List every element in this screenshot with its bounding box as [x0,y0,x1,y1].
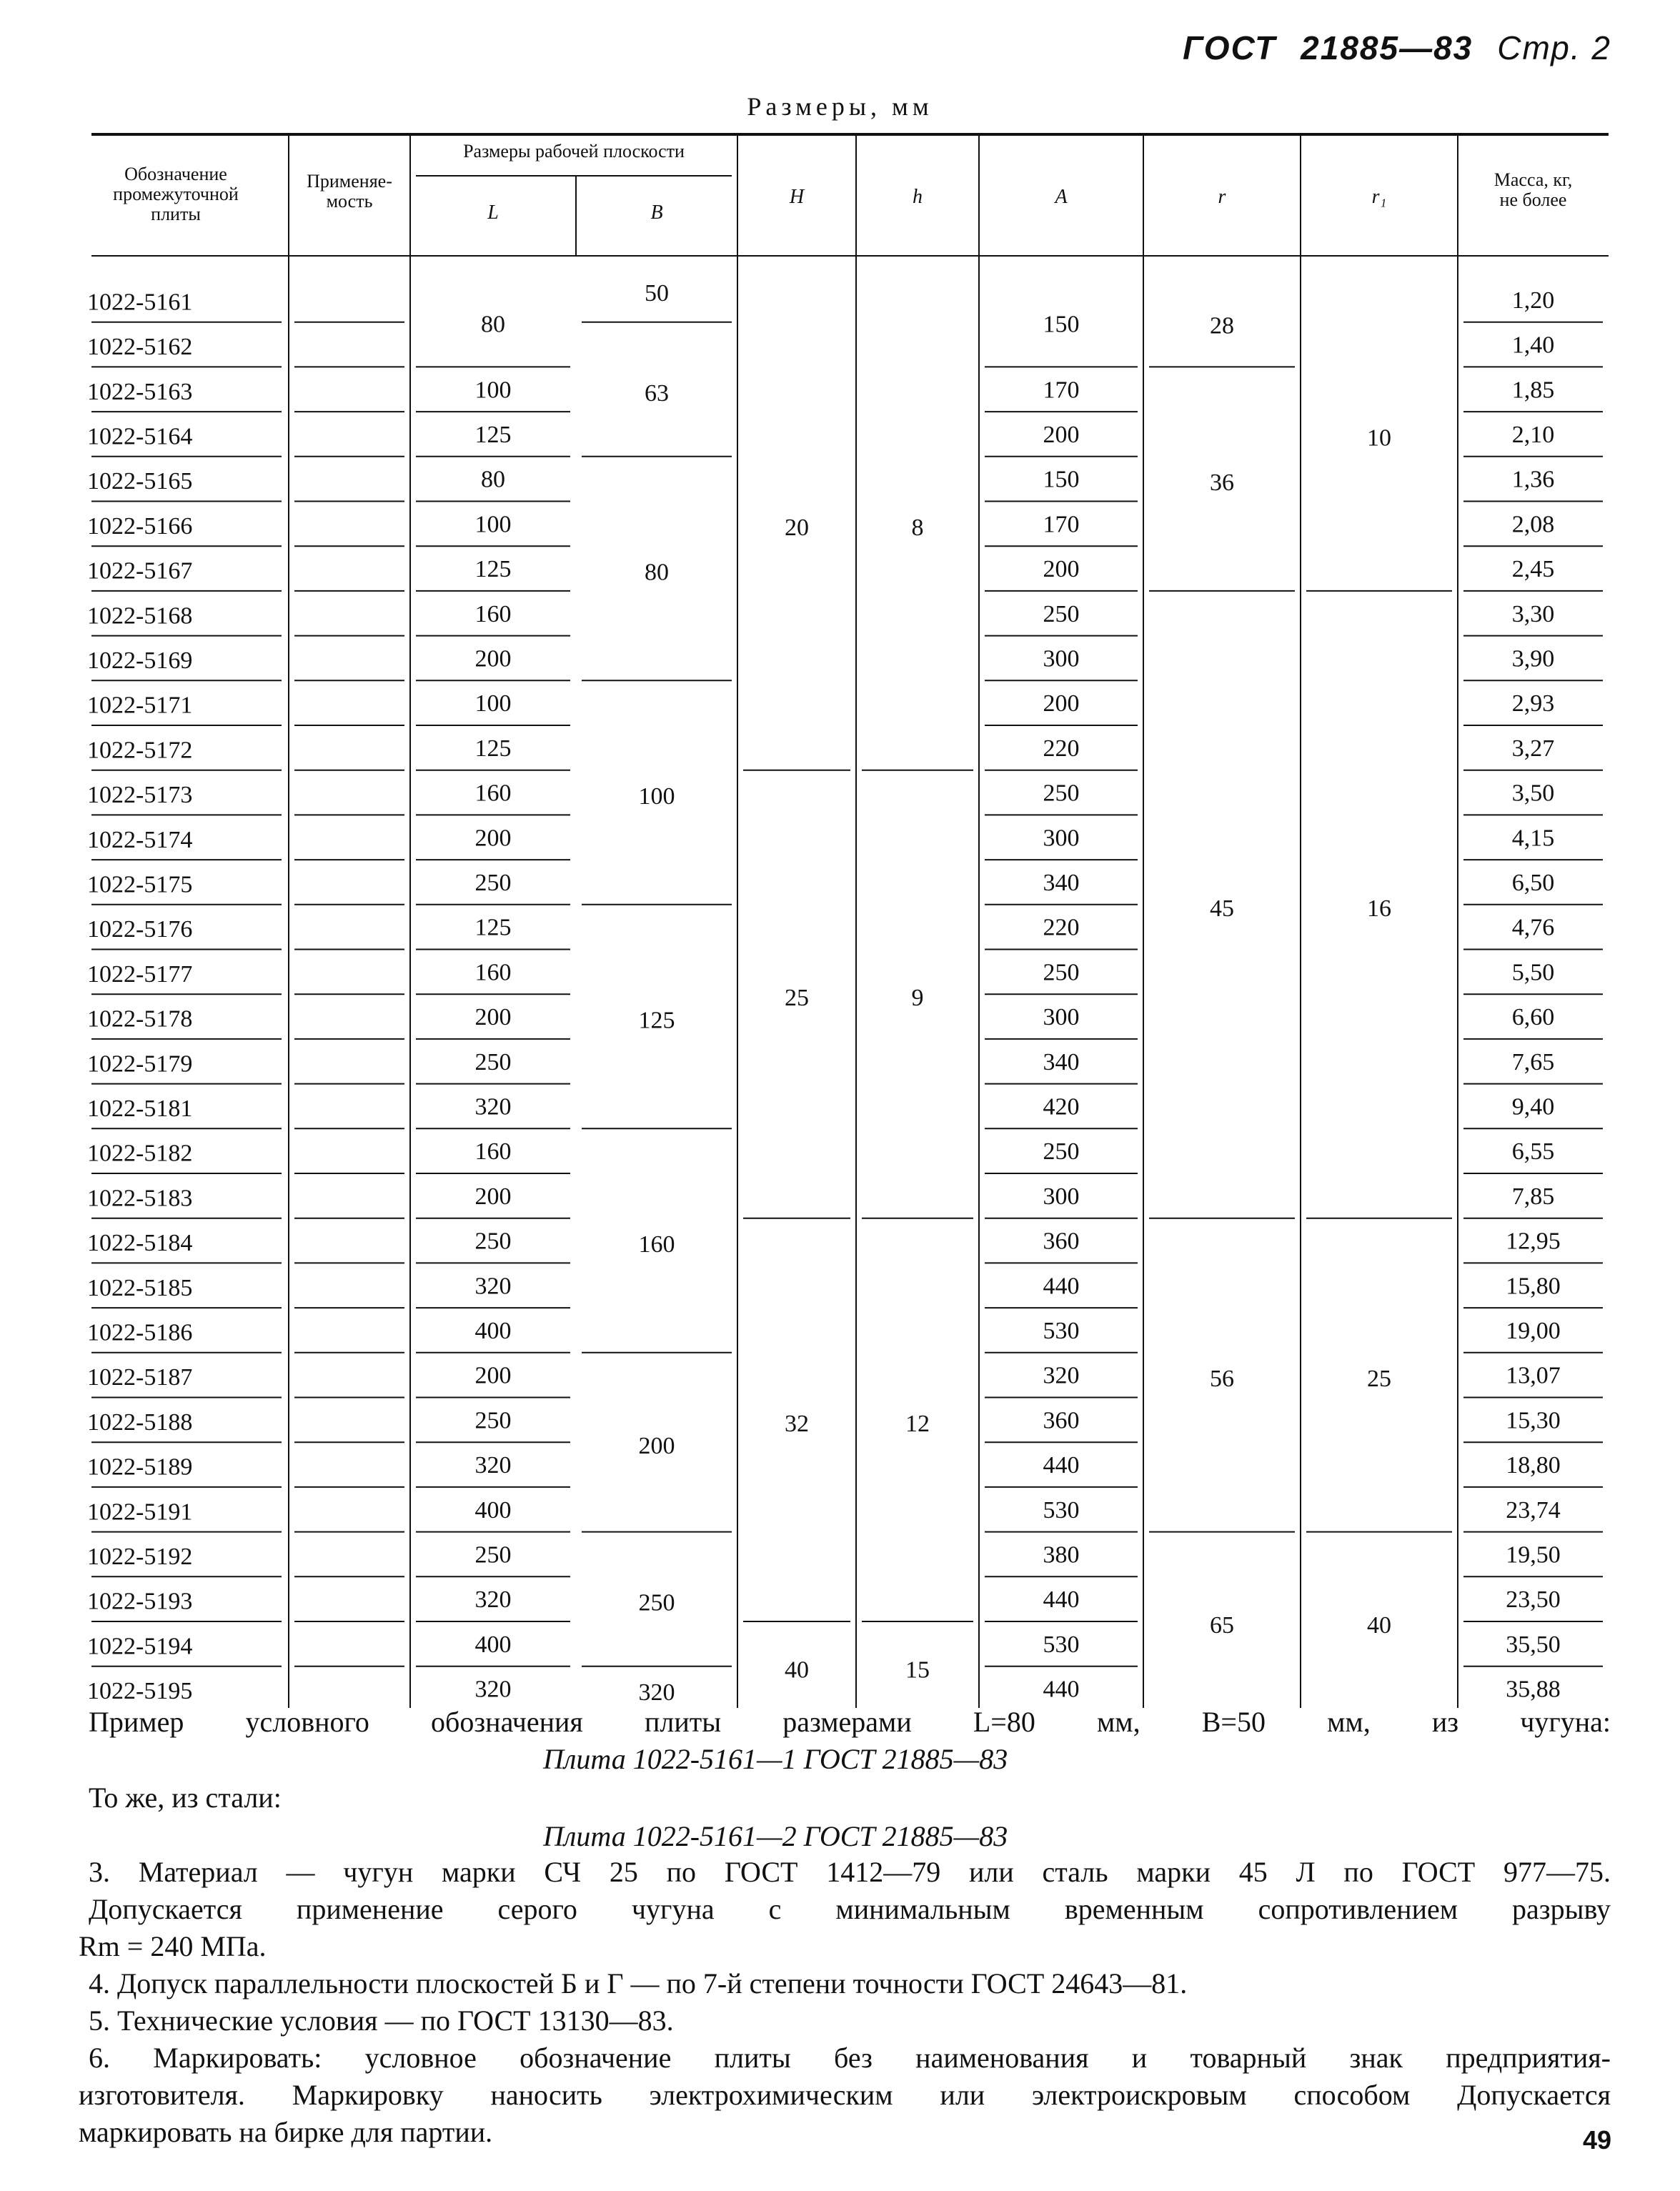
row-A: 150 [1043,466,1080,493]
row-A: 300 [1043,645,1080,672]
header-application: Применяе- [307,171,392,192]
row-designation: 1022-5189 [87,1454,193,1481]
row-L: 400 [474,1317,512,1344]
row-mass: 35,50 [1506,1631,1561,1658]
group-r1: 25 [1367,1366,1391,1393]
row-designation: 1022-5176 [87,916,193,943]
row-mass: 13,07 [1506,1362,1561,1389]
row-designation: 1022-5193 [87,1588,193,1615]
header-working-surface: Размеры рабочей плоскости [463,141,685,162]
row-designation: 1022-5173 [87,782,193,809]
row-mass: 6,60 [1511,1004,1555,1031]
row-mass: 1,40 [1511,332,1555,359]
table-caption: Размеры, мм [747,92,933,121]
row-A: 200 [1043,421,1080,448]
row-designation: 1022-5183 [87,1185,193,1212]
row-designation: 1022-5174 [87,826,193,853]
row-designation: 1022-5187 [87,1364,193,1391]
row-mass: 3,27 [1511,735,1555,762]
row-L: 400 [474,1496,512,1524]
row-designation: 1022-5164 [87,423,193,450]
group-h: 15 [905,1656,930,1684]
row-L: 320 [474,1676,512,1703]
row-mass: 1,85 [1511,377,1555,404]
row-designation: 1022-5194 [87,1633,193,1660]
row-mass: 3,90 [1511,645,1555,672]
row-mass: 2,10 [1511,421,1555,448]
row-A: 250 [1043,600,1080,627]
note-3-line-1: 3. Материал — чугун марки СЧ 25 по ГОСТ 1412—79 или сталь марки 45 Л по ГОСТ 977—75. [89,1856,1611,1888]
row-A: 200 [1043,690,1080,717]
note-3-line-3: Rm = 240 МПа. [79,1930,267,1962]
row-designation: 1022-5165 [87,468,193,495]
row-L: 250 [474,1228,512,1255]
group-h: 9 [911,985,924,1012]
group-B: 63 [645,379,669,407]
group-h: 12 [905,1410,930,1437]
row-mass: 4,15 [1511,825,1555,852]
row-A: 220 [1043,914,1080,941]
row-L: 100 [474,377,512,404]
same-steel: То же, из стали: [89,1782,282,1814]
row-L: 200 [474,1362,512,1389]
row-A: 150 [1043,311,1080,338]
row-designation: 1022-5166 [87,512,193,540]
row-designation: 1022-5163 [87,378,193,405]
row-designation: 1022-5188 [87,1408,193,1436]
group-H: 25 [785,985,809,1012]
example-intro: Пример условного обозначения плиты размерами L=80 мм, B=50 мм, из чугуна: [89,1706,1611,1738]
row-A: 250 [1043,1138,1080,1166]
row-designation: 1022-5184 [87,1230,193,1257]
row-mass: 3,50 [1511,780,1555,807]
group-H: 40 [785,1656,809,1684]
header-r1: r₁ [1371,186,1387,208]
row-A: 300 [1043,1004,1080,1031]
row-L: 125 [474,556,512,583]
row-mass: 15,30 [1506,1407,1561,1434]
row-mass: 19,50 [1506,1541,1561,1569]
row-A: 340 [1043,869,1080,896]
row-designation: 1022-5179 [87,1050,193,1078]
row-A: 380 [1043,1541,1080,1569]
group-B: 80 [645,559,669,586]
note-6-line-2: изготовителя. Маркировку наносить электрохимическим или электроискровым способом Допускается [79,2079,1611,2111]
row-designation: 1022-5177 [87,960,193,988]
row-L: 80 [481,311,505,338]
row-A: 250 [1043,959,1080,986]
row-L: 160 [474,959,512,986]
row-L: 160 [474,780,512,807]
note-4: 4. Допуск параллельности плоскостей Б и Г — по 7-й степени точности ГОСТ 24643—81. [89,1967,1188,1999]
group-B: 200 [638,1433,675,1460]
row-designation: 1022-5178 [87,1005,193,1033]
row-A: 530 [1043,1496,1080,1524]
row-L: 125 [474,735,512,762]
standard-number: 21885—83 [1301,29,1473,66]
row-L: 200 [474,1004,512,1031]
row-L: 200 [474,1183,512,1210]
header-H: H [789,186,805,208]
group-B: 160 [638,1231,675,1258]
group-B: 250 [638,1589,675,1616]
header-r: r [1218,186,1226,208]
header-designation: промежуточной [113,184,239,204]
row-designation: 1022-5181 [87,1095,193,1122]
row-designation: 1022-5192 [87,1543,193,1570]
header-L: L [487,202,499,224]
row-L: 250 [474,1541,512,1569]
row-L: 160 [474,600,512,627]
row-A: 340 [1043,1048,1080,1075]
row-mass: 1,20 [1511,287,1555,314]
group-H: 32 [785,1410,809,1437]
group-r: 36 [1210,470,1234,497]
header-designation: плиты [151,204,201,224]
group-B: 50 [645,279,669,307]
row-designation: 1022-5161 [87,289,193,316]
header-application: мость [326,191,373,212]
row-mass: 7,85 [1511,1183,1555,1210]
row-A: 530 [1043,1317,1080,1344]
row-L: 320 [474,1273,512,1300]
row-mass: 6,55 [1511,1138,1555,1166]
row-mass: 6,50 [1511,869,1555,896]
group-r1: 40 [1367,1612,1391,1639]
row-A: 300 [1043,1183,1080,1210]
row-designation: 1022-5172 [87,737,193,764]
row-L: 100 [474,690,512,717]
row-L: 320 [474,1586,512,1614]
row-designation: 1022-5182 [87,1140,193,1167]
header-A: A [1055,186,1068,208]
header-mass: не более [1499,189,1567,210]
example-cast-iron: Плита 1022-5161—1 ГОСТ 21885—83 [543,1743,1008,1775]
row-designation: 1022-5162 [87,334,193,361]
group-B: 100 [638,783,675,810]
row-mass: 12,95 [1506,1228,1561,1255]
row-mass: 15,80 [1506,1273,1561,1300]
row-L: 80 [481,466,505,493]
row-L: 200 [474,825,512,852]
note-6-line-3: маркировать на бирке для партии. [79,2116,493,2148]
row-L: 200 [474,645,512,672]
row-L: 250 [474,869,512,896]
row-mass: 1,36 [1511,466,1555,493]
row-mass: 9,40 [1511,1093,1555,1121]
note-3-line-2: Допускается применение серого чугуна с минимальным временным сопротивлением разрыву [89,1893,1611,1925]
row-A: 220 [1043,735,1080,762]
row-L: 400 [474,1631,512,1658]
header-designation: Обозначение [124,164,227,184]
note-6-line-1: 6. Маркировать: условное обозначение плиты без наименования и товарный знак предприятия- [89,2042,1611,2074]
row-A: 170 [1043,511,1080,538]
group-r: 45 [1210,895,1234,922]
group-r: 56 [1210,1366,1234,1393]
row-A: 170 [1043,377,1080,404]
row-L: 125 [474,421,512,448]
row-A: 360 [1043,1407,1080,1434]
header-page: Стр. 2 [1497,29,1611,66]
example-steel: Плита 1022-5161—2 ГОСТ 21885—83 [543,1820,1008,1852]
row-A: 440 [1043,1676,1080,1703]
row-mass: 2,08 [1511,511,1555,538]
row-designation: 1022-5185 [87,1274,193,1301]
row-A: 440 [1043,1273,1080,1300]
row-designation: 1022-5195 [87,1678,193,1705]
group-B: 125 [638,1007,675,1034]
group-r: 65 [1210,1612,1234,1639]
row-mass: 35,88 [1506,1676,1561,1703]
row-designation: 1022-5175 [87,871,193,898]
row-L: 250 [474,1407,512,1434]
row-A: 440 [1043,1586,1080,1614]
row-A: 360 [1043,1228,1080,1255]
row-L: 160 [474,1138,512,1166]
row-A: 300 [1043,825,1080,852]
row-L: 320 [474,1452,512,1479]
row-A: 530 [1043,1631,1080,1658]
group-B: 320 [638,1679,675,1706]
row-mass: 23,74 [1506,1496,1561,1524]
row-mass: 2,93 [1511,690,1555,717]
row-A: 420 [1043,1093,1080,1121]
row-A: 200 [1043,556,1080,583]
row-mass: 2,45 [1511,556,1555,583]
row-L: 125 [474,914,512,941]
row-A: 250 [1043,780,1080,807]
standard-label: ГОСТ [1183,29,1277,66]
group-r1: 10 [1367,424,1391,452]
page-number: 49 [1582,2125,1611,2155]
row-mass: 5,50 [1511,959,1555,986]
row-designation: 1022-5191 [87,1499,193,1526]
row-mass: 23,50 [1506,1586,1561,1614]
row-mass: 3,30 [1511,600,1555,627]
group-r1: 16 [1367,895,1391,922]
header-mass: Масса, кг, [1493,169,1573,190]
header-B: B [650,202,663,224]
row-L: 250 [474,1048,512,1075]
row-designation: 1022-5167 [87,557,193,585]
row-A: 320 [1043,1362,1080,1389]
row-designation: 1022-5168 [87,602,193,630]
note-5: 5. Технические условия — по ГОСТ 13130—83. [89,2004,674,2037]
group-H: 20 [785,514,809,541]
group-r: 28 [1210,312,1234,339]
row-L: 320 [474,1093,512,1121]
row-designation: 1022-5186 [87,1319,193,1346]
group-h: 8 [911,514,924,541]
row-mass: 18,80 [1506,1452,1561,1479]
row-designation: 1022-5169 [87,647,193,674]
row-A: 440 [1043,1452,1080,1479]
row-mass: 4,76 [1511,914,1555,941]
row-mass: 7,65 [1511,1048,1555,1075]
header-h: h [913,186,923,208]
row-mass: 19,00 [1506,1317,1561,1344]
row-designation: 1022-5171 [87,692,193,719]
row-L: 100 [474,511,512,538]
